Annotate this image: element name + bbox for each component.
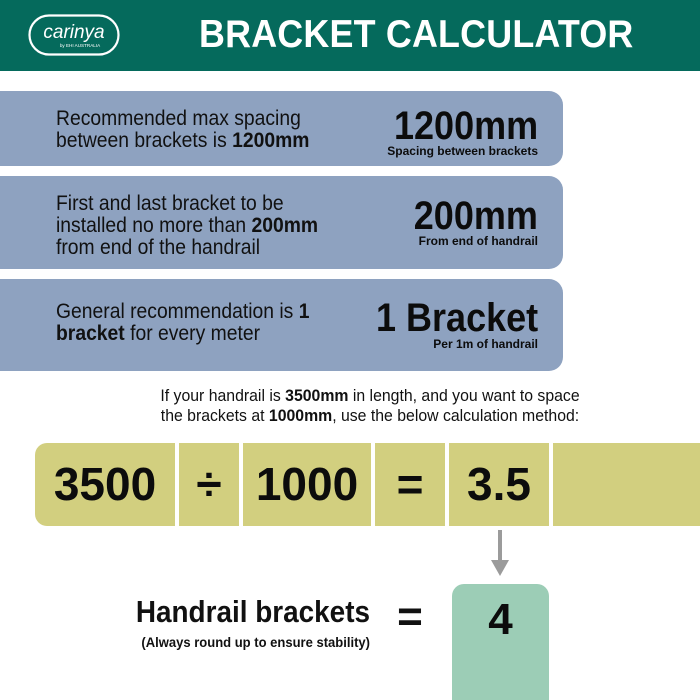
example-text (91, 386, 649, 426)
example-line2-tail: , use the below calculation method: (332, 406, 580, 425)
per-meter-caption: Per 1m of handrail (433, 337, 538, 351)
end-distance-desc-line1: First and last bracket to be (56, 192, 284, 215)
per-meter-card (0, 279, 563, 371)
end-distance-desc-line3: from end of the handrail (56, 236, 261, 259)
result-note: (Always round up to ensure stability) (141, 634, 370, 650)
example-line2 (91, 406, 649, 426)
arrow-down-icon (490, 530, 510, 578)
end-distance-desc-value: 200mm (251, 214, 319, 237)
end-distance-card (0, 176, 563, 269)
per-meter-desc-bold: bracket (56, 322, 125, 345)
calc-result: 3.5 (467, 458, 531, 510)
spacing-card (0, 91, 563, 166)
spacing-description (56, 108, 309, 152)
per-meter-desc-line1 (56, 301, 309, 323)
carinya-logo (28, 14, 120, 56)
example-line2-value: 1000mm (268, 406, 333, 425)
end-distance-desc-line2 (56, 215, 318, 237)
logo-subtext: by EHI AUSTRALIA (59, 43, 101, 48)
spacing-desc-value: 1200mm (232, 129, 310, 152)
divide-symbol: ÷ (196, 458, 222, 510)
result-equals-symbol: = (397, 592, 423, 641)
per-meter-value: 1 Bracket (375, 296, 538, 340)
end-distance-description (56, 193, 318, 259)
example-line1-tail: in length, and you want to space (348, 386, 580, 405)
per-meter-desc-text: General recommendation is (56, 300, 299, 323)
per-meter-desc-value: 1 (298, 300, 310, 323)
page-title: BRACKET CALCULATOR (199, 13, 634, 56)
spacing-desc-line2 (56, 130, 309, 152)
spacing-desc-text: between brackets is (56, 129, 233, 152)
end-distance-caption: From end of handrail (418, 234, 538, 248)
header-bar (0, 0, 700, 71)
calc-operand-spacing: 1000 (255, 458, 359, 510)
example-line2-text: the brackets at (160, 406, 269, 425)
calc-divider (549, 443, 553, 526)
calculation-bar (35, 443, 700, 526)
example-line1-text: If your handrail is (160, 386, 286, 405)
result-value: 4 (488, 595, 513, 644)
example-line1-value: 3500mm (285, 386, 349, 405)
calc-equals-symbol: = (396, 458, 424, 510)
spacing-desc-line1: Recommended max spacing (56, 107, 301, 130)
result-value-box (452, 584, 549, 700)
example-line1 (91, 386, 649, 406)
spacing-caption: Spacing between brackets (387, 144, 538, 158)
per-meter-description (56, 301, 309, 345)
logo-text: carinya (43, 22, 105, 43)
spacing-value: 1200mm (393, 104, 538, 148)
end-distance-value: 200mm (413, 194, 538, 238)
result-label: Handrail brackets (135, 594, 370, 629)
end-distance-desc-text: installed no more than (56, 214, 252, 237)
per-meter-desc-tail: for every meter (124, 322, 261, 345)
per-meter-desc-line2 (56, 323, 309, 345)
calc-operand-length: 3500 (53, 458, 157, 510)
